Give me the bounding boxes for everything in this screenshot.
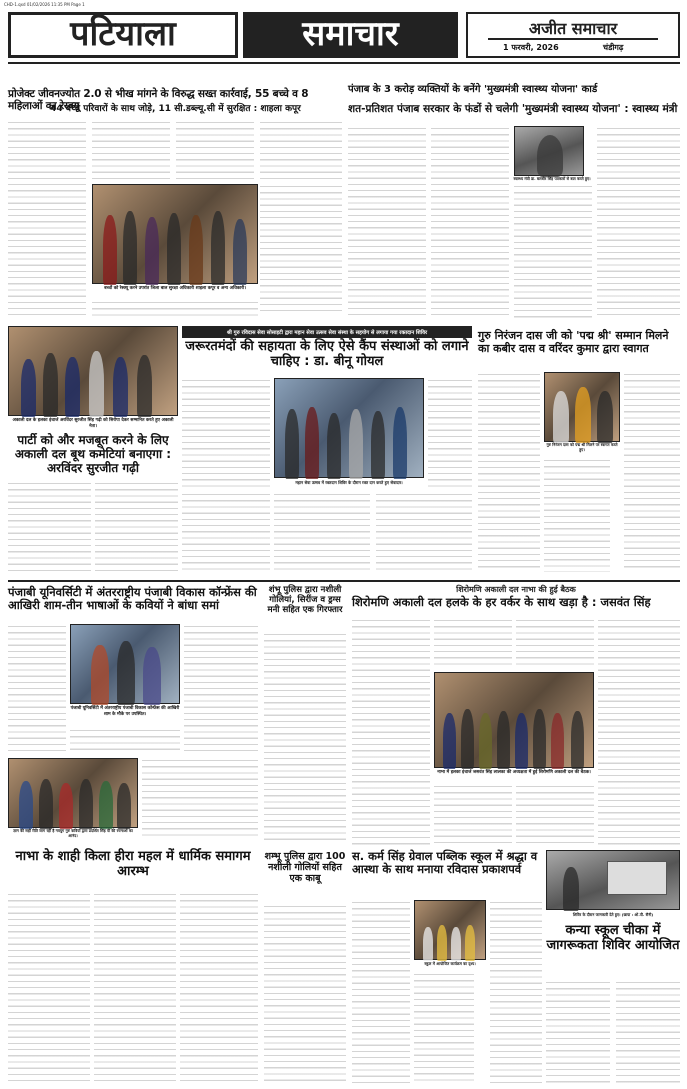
body-col-6 (92, 300, 258, 316)
body-col-1 (546, 980, 610, 1084)
body-col-2 (616, 980, 680, 1084)
body-col-2 (184, 624, 258, 754)
body-col-2 (94, 892, 176, 1084)
headline: शम्भू पुलिस द्वारा 100 नशीली गोलियों सहित एक काबू (264, 851, 346, 884)
photo-school (414, 900, 486, 960)
masthead-name-left: पटियाला (8, 12, 238, 58)
body-col-3 (516, 618, 594, 668)
photo-camp (546, 850, 680, 910)
headline: शंभू पुलिस द्वारा नशीली गोलियां, सिरींज व ड्रग्स मनी सहित एक गिरफ्तार (267, 585, 343, 615)
kicker: शिरोमणि अकाली दल नाभा की हुई बैठक (456, 585, 576, 594)
photo-akali (8, 326, 178, 416)
body-col-4 (597, 126, 680, 318)
story-akali-booth (8, 326, 178, 576)
body-col-1 (264, 632, 346, 842)
body-col-3 (182, 492, 270, 572)
photo-padma (544, 372, 620, 442)
body-col-2 (434, 618, 512, 668)
body-col-3 (180, 892, 258, 1084)
body-col-2 (431, 126, 509, 318)
body-col-1 (8, 624, 66, 754)
photo-rescue (92, 184, 258, 284)
body-col-4 (598, 618, 680, 846)
masthead-brand-box (466, 12, 680, 58)
photo-caption: गुरु निरंजन दास को पद्म श्री मिलने पर स्वागत करते हुए। (546, 442, 618, 452)
body-col-1 (478, 372, 540, 572)
body-col-3 (514, 184, 592, 318)
story-blood-camp (182, 326, 472, 576)
headline: प्रोजेक्ट जीवनज्योत 2.0 से भीख मांगने के विरुद्ध सख्त कार्रवाई, 55 बच्चे व 8 महिलाओं का रेस्क्यू (8, 88, 309, 113)
body-col-1 (8, 892, 90, 1084)
headline: पंजाब के 3 करोड़ व्यक्तियों के बनेंगे 'मुख्यमंत्री स्वास्थ्य योजना' कार्ड (348, 84, 598, 95)
kicker: श्री गुरु रविदास सेवा सोसाइटी द्वारा महान सेवा उत्सव सेवा संस्था के सहयोग से लगाया गया रक्तदान शिविर (182, 326, 472, 338)
photo-minister (514, 126, 584, 176)
subhead: शत-प्रतिशत पंजाब सरकार के फंडों से चलेगी 'मुख्यमंत्री स्वास्थ्य योजना' : स्वास्थ्य मंत्री (348, 103, 678, 115)
headline: स. कर्म सिंह ग्रेवाल पब्लिक स्कूल में श्रद्धा व आस्था के साथ मनाया रविदास प्रकाशपर्व (352, 849, 538, 877)
body-col-1 (8, 481, 91, 571)
story-punjabi-university (8, 586, 258, 846)
body-col-2 (414, 972, 474, 1084)
body-col-3 (624, 372, 680, 572)
story-shambhu-police (264, 586, 346, 846)
body-col-3 (490, 900, 542, 1084)
issue-city: चंडीगढ़ (603, 43, 624, 52)
headline: गुरु निरंजन दास जी को 'पद्म श्री' सम्मान मिलने का कबीर दास व वरिंदर कुमार द्वारा स्वागत (478, 329, 669, 355)
body-col-4 (142, 758, 258, 838)
body-col-1 (352, 900, 410, 1084)
story-shiromani-meeting (352, 584, 680, 846)
headline: जरूरतमंदों की सहायता के लिए ऐसे कैंप संस्थाओं को लगाने चाहिए : डा. बीनू गोयल (185, 339, 469, 369)
body-col-3 (70, 728, 180, 754)
body-col-1 (182, 378, 270, 488)
story-shambhu-100 (264, 852, 346, 1086)
story-school-ravidas (352, 850, 542, 1086)
body-col-1 (348, 126, 426, 318)
subhead: 44 बच्चे परिवारों के साथ जोड़े, 11 सी.डब्ल्यू.सी में सुरक्षित : शाहला कपूर (50, 104, 301, 114)
story-jeevanjyot (8, 88, 343, 320)
photo-caption: अकाली दल के हलका इंचार्ज अरविंदर सुरजीत सिंह गढ़ी को सिरोपा देकर सम्मानित करते हुए अकाली नेता। (12, 418, 174, 429)
body-col-3 (176, 120, 254, 180)
headline: नाभा के शाही किला हीरा महल में धार्मिक समागम आरम्भ (15, 849, 251, 879)
headline: पार्टी को और मजबूत करने के लिए अकाली दल बूथ कमेटियां बनाएगा : अरविंदर सुरजीत गढ़ी (14, 433, 172, 475)
body-col-4 (260, 120, 342, 180)
body-col-4 (274, 492, 370, 572)
masthead (8, 12, 680, 68)
body-col-6 (516, 784, 594, 846)
brand-name: अजीत समाचार (528, 19, 618, 38)
photo-caption: शिविर के दौरान जानकारी देते हुए। (छाया : ओ.पी. सैनी) (572, 912, 654, 917)
body-col-5 (434, 784, 512, 846)
body-col-5 (260, 184, 342, 314)
photo-caption: नाभा में हलका इंचार्ज जसवंत सिंह लालका की अध्यक्षता में हुई शिरोमणि अकाली दल की बैठक। (437, 770, 591, 775)
photo-caption-2: ज्ञान की सही रीति जाग रही है नवयुग गुरु कवियों द्वारा प्रदर्शित सिंह पी की रचनाओं का आनंद। (13, 828, 133, 838)
story-padma-shri (478, 330, 680, 576)
masthead-name-right: समाचार (243, 12, 458, 58)
headline: कन्या स्कूल चीका में जागरूकता शिविर आयोजित (546, 923, 680, 953)
body-col-1 (352, 618, 430, 846)
photo-caption: पंजाबी यूनिवर्सिटी में अंतरराष्ट्रीय पंजाबी विकास कॉन्फ्रेंस की आखिरी शाम के मौके पर उपस्थित। (70, 706, 180, 717)
photo-caption: स्कूल में आयोजित कार्यक्रम का दृश्य। (424, 961, 476, 966)
body-col-1 (264, 904, 346, 1084)
body-col-1 (8, 120, 86, 315)
headline: शिरोमणि अकाली दल हलके के हर वर्कर के साथ खड़ा है : जसवंत सिंह (352, 595, 651, 609)
photo-caption: महान सेवा उत्सव में रक्तदान शिविर के दौरान रक्त दान करते हुए सेवादार। (295, 480, 403, 485)
story-nabha-fort (8, 850, 258, 1086)
story-girls-school (546, 850, 680, 1086)
photo-poets (70, 624, 180, 704)
body-col-2 (95, 481, 178, 571)
photo-blood-camp (274, 378, 424, 478)
story-health-scheme (348, 84, 680, 320)
issue-date: 1 फरवरी, 2026 (503, 43, 559, 52)
headline: पंजाबी यूनिवर्सिटी में अंतरराष्ट्रीय पंजाबी विकास कॉन्फ्रेंस की आखिरी शाम-तीन भाषाओं के कवियों ने बांधा समां (8, 585, 257, 613)
print-slug: CHD-1.qxd 01/02/2026 11:35 PM Page 1 (4, 2, 85, 7)
photo-meeting (434, 672, 594, 768)
body-col-2 (428, 378, 472, 488)
photo-poets-2 (8, 758, 138, 828)
photo-caption: बच्चों को रेस्क्यू करने उपरांत जिला बाल सुरक्षा अधिकारी शाहला कपूर व अन्य अधिकारी। (104, 286, 246, 291)
body-col-5 (376, 492, 472, 572)
body-col-2 (92, 120, 170, 180)
photo-caption: स्वास्थ्य मंत्री डा. बलबीर सिंह पत्रकारों से बात करते हुए। (513, 176, 591, 181)
body-col-2 (544, 458, 610, 572)
